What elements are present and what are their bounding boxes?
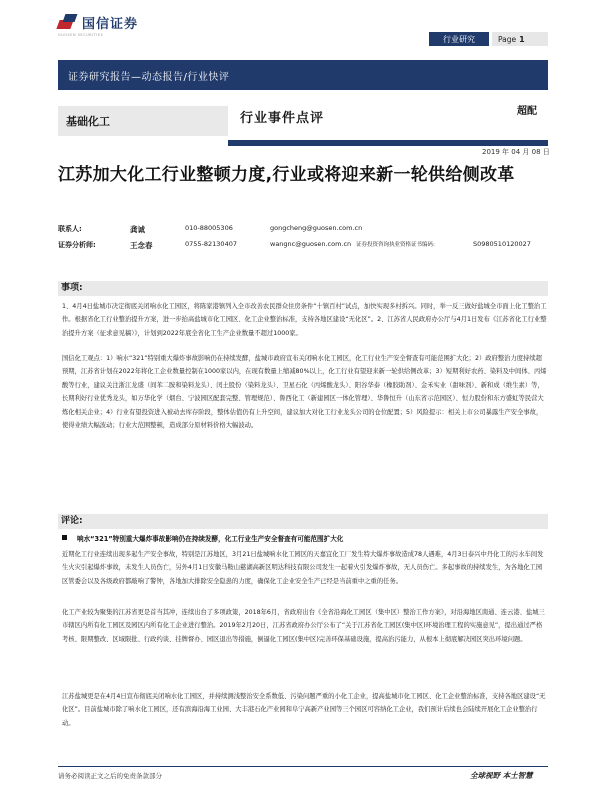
comment-section-heading: 评论: bbox=[58, 514, 548, 529]
event-title: 行业事件点评 bbox=[240, 111, 325, 126]
contact-row bbox=[58, 238, 558, 254]
comment-paragraph-3: 江苏盐城更是在4月4日宣布彻底关闭响水化工园区，并持续测浅整治安全系数低、污染问题严重的小化工企业，提高盐城市化工园区、化工企业整治标准，支持各地区建设“无化区”。目前盐城市除了响水化工园区，还有滨海沿海工业园、大丰港石化产业园和阜宁高新产业园等三个园区可容纳化工企业，我们预计后续也会陆续开展化工企业整治行动。 bbox=[62, 693, 546, 727]
contact-row bbox=[58, 222, 558, 238]
footer-disclaimer[interactable]: 请务必阅读正文之后的免责条款部分 bbox=[58, 772, 162, 780]
logo-icon bbox=[58, 12, 78, 32]
event-paragraph-1: 1、4月4日盐城市决定彻底关闭响水化工园区，将陈家港镇列入全市改善农民群众住房条件“十镇百村”试点，加快实现多村拆兴。同时，举一反三做好盐城全市面上化工整治工作。根据省化工行业整治提升方案，进一步抬高盐城市化工园区、化工企业整治标准，支持各地区建设“无化区”。2、江苏省人民政府办公厅与4月1日发布《江苏省化工行业整治提升方案（征求意见稿）》，计划到2022年底全省化工生产企业数量不超过1000家。 bbox=[62, 303, 547, 337]
contact-role: 联系人: bbox=[58, 225, 82, 233]
brand-name: 国信证券 bbox=[82, 16, 139, 32]
certificate-label: 证券投资咨询执业资格证书编码: bbox=[356, 242, 435, 248]
comment-paragraph-2: 化工产业较为聚集的江苏省更是首当其冲，连续出台了多项政策，2018年6月，省政府出台《全省沿海化工园区（集中区）整治工作方案》，对沿海地区南通、连云港、盐城三市辖区内所有化工园区及园区内所有化工企业进行整治。2019年2月20日，江苏省政府办公厅公布了“关于江苏省化工园区(集中区)环境治理工程的实施意见”，提出通过严格考核、限期整改、区域限批、行政约谈、挂牌督办、园区退出等措施，倒逼化工园区(集中区)完善环保基础设施，提高治污能力，从根本上彻底解决园区突出环境问题。 bbox=[62, 609, 545, 643]
footer-divider bbox=[58, 766, 548, 767]
date-bar bbox=[228, 140, 548, 146]
certificate-number: S0980510120027 bbox=[473, 240, 531, 248]
brand-subtitle: GUOSEN SECURITIES bbox=[58, 33, 104, 37]
brand-logo bbox=[58, 12, 138, 32]
contact-phone: 0755-82130407 bbox=[185, 240, 237, 248]
page-number: 1 bbox=[519, 34, 525, 44]
contacts-block bbox=[58, 222, 558, 254]
comment-bullet-text: 响水“321”特别重大爆炸事故影响仍在持续发酵，化工行业生产安全督查有可能范围扩大化 bbox=[77, 535, 344, 543]
report-category-banner: 证券研究报告—动态报告/行业快评 bbox=[58, 60, 548, 90]
comment-bullet bbox=[62, 533, 548, 543]
comment-paragraph-1: 近期化工行业连续出现多起生产安全事故，特别是江苏地区，3月21日盐城响水化工园区的天嘉宜化工厂发生特大爆炸事故造成78人遇难，4月3日泰兴中丹化工的污水车间发生火灾引起爆炸事故，未发生人员伤亡，另外4月1日安徽马鞍山慈湖高新区明达科技有限公司发生一起着火引发爆炸事故，无人员伤亡。多起事故的持续发生，为各地化工园区管委会以及各级政府都敲响了警钟，各地加大排除安全隐患的力度，确保化工企业安全生产已经是当前重中之重的任务。 bbox=[62, 551, 544, 585]
contact-email[interactable]: gongcheng@guosen.com.cn bbox=[270, 224, 363, 232]
industry-label: 基础化工 bbox=[58, 106, 228, 136]
contact-role: 证券分析师: bbox=[58, 241, 96, 249]
contact-email[interactable]: wangnc@guosen.com.cn bbox=[270, 240, 352, 248]
page-label: Page bbox=[498, 34, 517, 44]
bullet-square-icon bbox=[62, 535, 67, 540]
report-type-tag: 行业研究 bbox=[429, 32, 489, 46]
contact-name: 王念春 bbox=[130, 241, 153, 250]
rating-label: 超配 bbox=[517, 106, 537, 117]
contact-name: 龚诚 bbox=[130, 225, 145, 234]
contact-phone: 010-88005306 bbox=[185, 224, 233, 232]
page-indicator bbox=[492, 32, 548, 46]
report-date: 2019 年 04 月 08 日 bbox=[482, 148, 550, 156]
footer-slogan: 全球视野 本土智慧 bbox=[470, 771, 533, 780]
event-paragraph-2: 国信化工观点：1）响水“321”特别重大爆炸事故影响仍在持续发酵，盐城市政府宣布关闭响水化工园区，化工行业生产安全督查有可能范围扩大化；2）政府整治力度持续超预期，江苏省计划在2022年将化工企业数量控制在1000家以内，在现有数量上缩减80%以上，化工行业有望迎来新一轮供给侧改革；3）短期利好农药、染料及中间体、丙烯酸等行业，建议关注浙江龙盛（间苯二胺和染料龙头）、闰土股份（染料龙头）、卫星石化（丙烯酸龙头）、阳谷华泰（橡胶助剂）、金禾实业（甜味剂）、新和成（维生素）等，长期利好行业优秀龙头，如万华化学（烟台、宁波园区配套完整、管理规范）、鲁西化工（新建园区一体化管理）、华鲁恒升（山东省示范园区）、恒力股份和东方盛虹等民营大炼化相关企业；4）行业有望投资进入被动去库存阶段，整体估值仍有上升空间，建议加大对化工行业龙头公司的仓位配置；5）风险提示：相关上市公司暴露生产安全事故，使得业绩大幅波动；行业大范围整顿，造成部分原材料价格大幅波动。 bbox=[62, 355, 547, 430]
report-title: 江苏加大化工行业整顿力度,行业或将迎来新一轮供给侧改革 bbox=[58, 165, 515, 185]
event-section-heading: 事项: bbox=[58, 281, 548, 296]
